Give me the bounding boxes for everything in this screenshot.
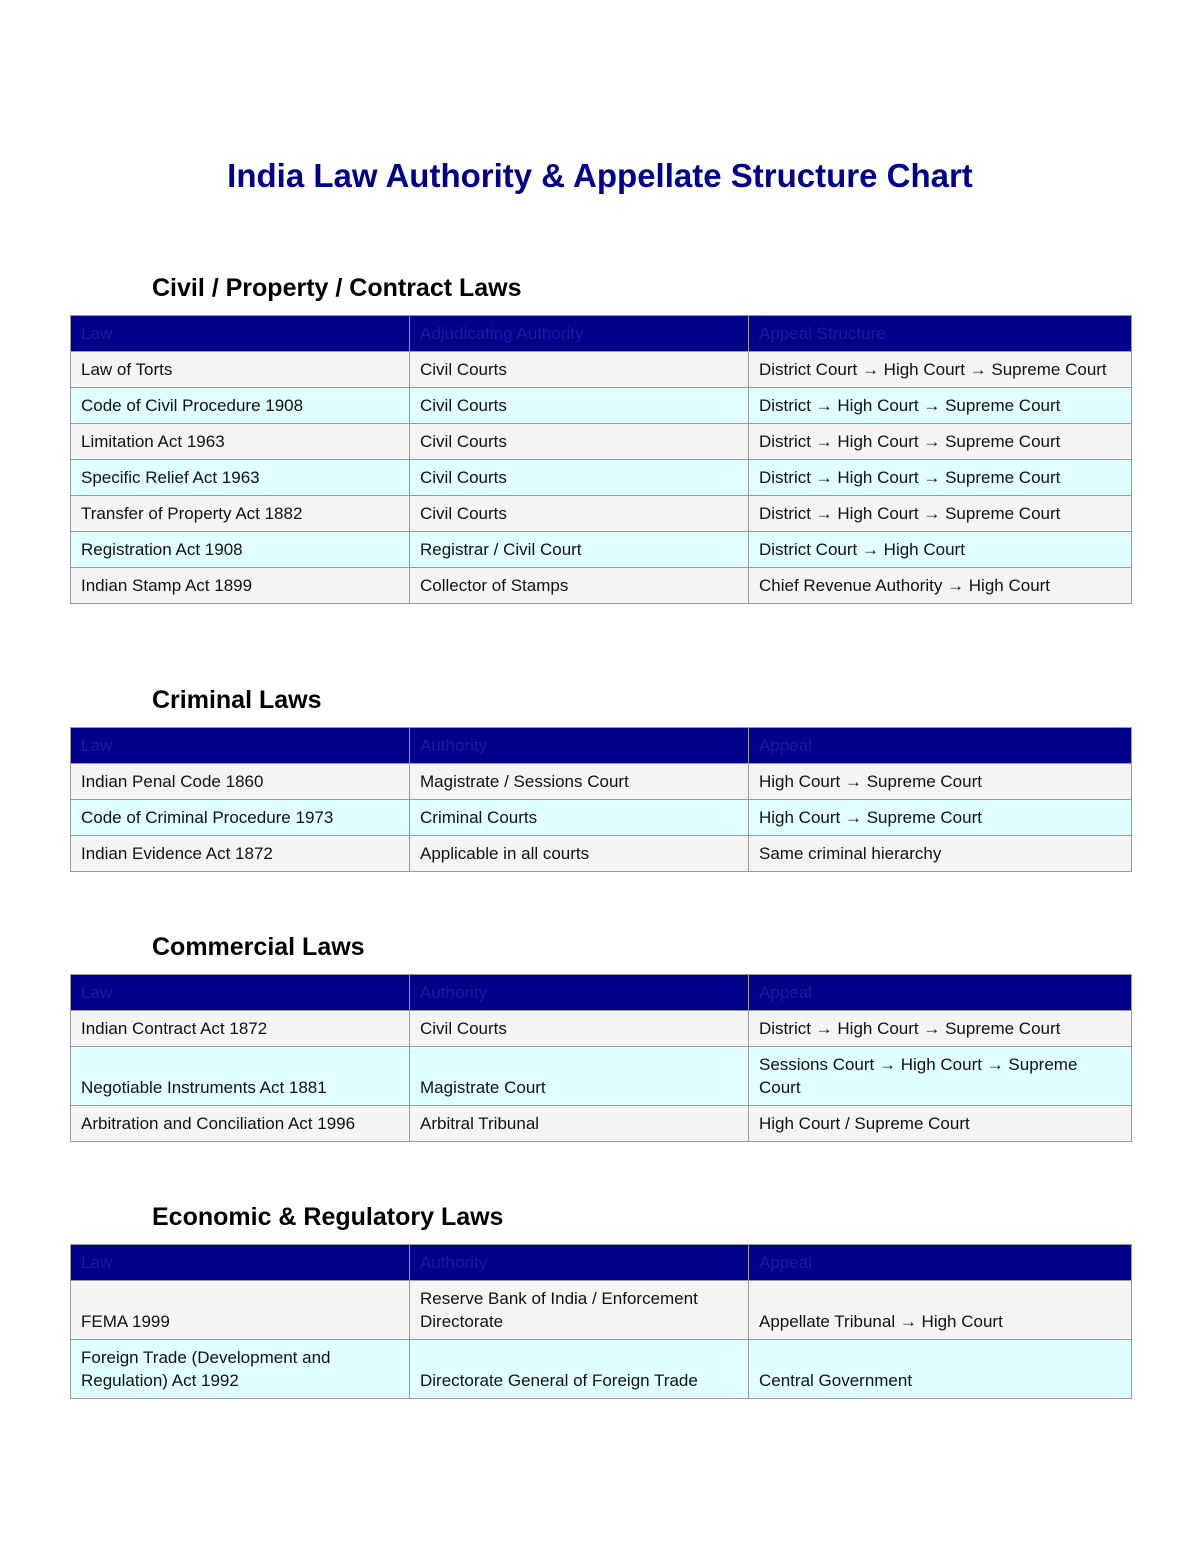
table-cell: Arbitration and Conciliation Act 1996 — [71, 1106, 410, 1142]
table-row — [71, 388, 1132, 424]
table-row — [71, 1340, 1132, 1399]
table-header-row — [71, 728, 1132, 764]
table-cell: District → High Court → Supreme Court — [749, 496, 1132, 532]
table-cell: Transfer of Property Act 1882 — [71, 496, 410, 532]
table-cell: Arbitral Tribunal — [410, 1106, 749, 1142]
table-cell: Reserve Bank of India / Enforcement Directorate — [410, 1281, 749, 1340]
table-cell: Directorate General of Foreign Trade — [410, 1340, 749, 1399]
table-cell: Indian Contract Act 1872 — [71, 1011, 410, 1047]
table-row — [71, 836, 1132, 872]
table-cell: Code of Civil Procedure 1908 — [71, 388, 410, 424]
section-commercial — [70, 930, 1131, 1142]
table-row — [71, 1047, 1132, 1106]
table-cell: Civil Courts — [410, 460, 749, 496]
table-cell: District → High Court → Supreme Court — [749, 424, 1132, 460]
table-cell: Applicable in all courts — [410, 836, 749, 872]
law-table-economic — [70, 1244, 1132, 1399]
table-cell: District Court → High Court — [749, 532, 1132, 568]
table-cell: Magistrate / Sessions Court — [410, 764, 749, 800]
section-civil — [70, 271, 1131, 604]
table-cell: Appellate Tribunal → High Court — [749, 1281, 1132, 1340]
column-header: Authority — [410, 728, 749, 764]
table-cell: Registration Act 1908 — [71, 532, 410, 568]
table-cell: FEMA 1999 — [71, 1281, 410, 1340]
column-header: Law — [71, 316, 410, 352]
table-cell: Code of Criminal Procedure 1973 — [71, 800, 410, 836]
table-cell: Civil Courts — [410, 1011, 749, 1047]
table-cell: Criminal Courts — [410, 800, 749, 836]
column-header: Authority — [410, 1245, 749, 1281]
table-cell: Chief Revenue Authority → High Court — [749, 568, 1132, 604]
table-row — [71, 1281, 1132, 1340]
table-row — [71, 352, 1132, 388]
table-row — [71, 532, 1132, 568]
document-title: India Law Authority & Appellate Structure Chart — [227, 157, 973, 194]
column-header: Law — [71, 975, 410, 1011]
table-cell: District → High Court → Supreme Court — [749, 388, 1132, 424]
table-cell: Sessions Court → High Court → Supreme Court — [749, 1047, 1132, 1106]
law-table-commercial — [70, 974, 1132, 1142]
table-cell: Foreign Trade (Development and Regulation) Act 1992 — [71, 1340, 410, 1399]
column-header: Appeal — [749, 728, 1132, 764]
table-cell: District → High Court → Supreme Court — [749, 1011, 1132, 1047]
table-row — [71, 1106, 1132, 1142]
table-cell: Indian Stamp Act 1899 — [71, 568, 410, 604]
table-cell: High Court / Supreme Court — [749, 1106, 1132, 1142]
column-header: Appeal Structure — [749, 316, 1132, 352]
section-criminal — [70, 683, 1131, 872]
table-cell: Indian Penal Code 1860 — [71, 764, 410, 800]
law-table-civil — [70, 315, 1132, 604]
table-cell: Magistrate Court — [410, 1047, 749, 1106]
table-row — [71, 460, 1132, 496]
section-economic — [70, 1200, 1131, 1399]
column-header: Law — [71, 728, 410, 764]
column-header: Law — [71, 1245, 410, 1281]
table-header-row — [71, 316, 1132, 352]
table-row — [71, 800, 1132, 836]
column-header: Authority — [410, 975, 749, 1011]
table-cell: Limitation Act 1963 — [71, 424, 410, 460]
column-header: Adjudicating Authority — [410, 316, 749, 352]
table-cell: Negotiable Instruments Act 1881 — [71, 1047, 410, 1106]
section-heading: Civil / Property / Contract Laws — [152, 274, 522, 302]
table-row — [71, 496, 1132, 532]
table-header-row — [71, 975, 1132, 1011]
table-cell: District → High Court → Supreme Court — [749, 460, 1132, 496]
table-cell: Registrar / Civil Court — [410, 532, 749, 568]
table-cell: Same criminal hierarchy — [749, 836, 1132, 872]
table-cell: Civil Courts — [410, 352, 749, 388]
table-cell: Central Government — [749, 1340, 1132, 1399]
table-cell: Law of Torts — [71, 352, 410, 388]
table-cell: High Court → Supreme Court — [749, 764, 1132, 800]
column-header: Appeal — [749, 975, 1132, 1011]
table-header-row — [71, 1245, 1132, 1281]
section-heading: Economic & Regulatory Laws — [152, 1203, 504, 1231]
section-heading: Commercial Laws — [152, 933, 365, 961]
table-cell: Indian Evidence Act 1872 — [71, 836, 410, 872]
table-cell: Civil Courts — [410, 388, 749, 424]
table-row — [71, 1011, 1132, 1047]
law-table-criminal — [70, 727, 1132, 872]
column-header: Appeal — [749, 1245, 1132, 1281]
table-row — [71, 568, 1132, 604]
table-row — [71, 424, 1132, 460]
section-heading: Criminal Laws — [152, 686, 322, 714]
table-cell: High Court → Supreme Court — [749, 800, 1132, 836]
table-cell: Specific Relief Act 1963 — [71, 460, 410, 496]
table-cell: District Court → High Court → Supreme Court — [749, 352, 1132, 388]
table-cell: Civil Courts — [410, 424, 749, 460]
table-cell: Civil Courts — [410, 496, 749, 532]
table-cell: Collector of Stamps — [410, 568, 749, 604]
table-row — [71, 764, 1132, 800]
